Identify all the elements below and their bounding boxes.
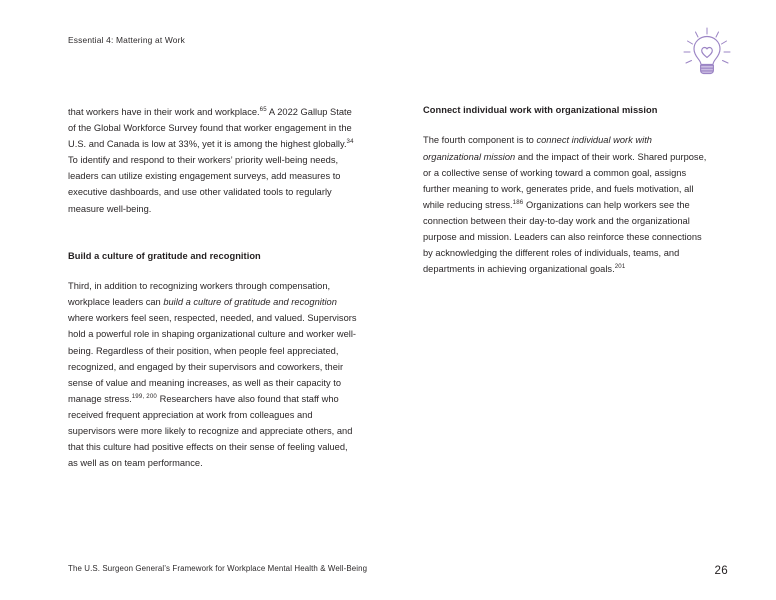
left-paragraph-2 (68, 278, 357, 471)
footnote-ref-186: 186 (512, 198, 524, 206)
footnote-ref-65: 65 (259, 105, 267, 113)
left-section-heading: Build a culture of gratitude and recognition (68, 250, 261, 261)
two-column-body (68, 104, 712, 471)
left-p1-text-part-3: To identify and respond to their workers’ priority well-being needs, leaders can utilize existing engagement surveys, add measures to executive dashboards, and use other validated tools to regularly measure well-being. (68, 155, 341, 214)
left-column (68, 104, 357, 471)
right-section-heading: Connect individual work with organizational mission (423, 105, 658, 115)
lightbulb-heart-icon (678, 24, 736, 84)
right-p1-text-part-3: Organizations can help workers see the connection between their day-to-day work and the organizational purpose and mission. Leaders can also reinforce these connections by acknowledging the different roles of individuals, teams, and departments in achieving organizational goals. (423, 199, 702, 275)
left-paragraph-1 (68, 104, 357, 217)
right-p1-text-part-1: The fourth component is to (423, 135, 537, 146)
footnote-ref-34: 34 (346, 138, 354, 145)
footer-title: The U.S. Surgeon General’s Framework for Workplace Mental Health & Well-Being (68, 564, 368, 573)
footnote-ref-201: 201 (614, 263, 626, 271)
left-p1-text-part-2: A 2022 Gallup State of the Global Workforce Survey found that worker engagement in the U.S. and Canada is low at 33%, yet it is among the highest globally. (68, 107, 352, 150)
page-number: 26 (714, 564, 728, 577)
right-paragraph-1 (423, 132, 712, 277)
right-p1-text-part-2: and the impact of their work. Shared purpose, or a collective sense of working toward a common goal, assigns further meaning to work, generates pride, and fuels motivation, all while reducing stress. (423, 151, 707, 210)
left-p1-text-part-1: that workers have in their work and workplace. (68, 107, 260, 117)
left-p2-text-part-3: Researchers have also found that staff who received frequent appreciation at work from colleagues and supervisors were more likely to recognize and appreciate others, and that this culture had positive effects on their sense of feeling valued, as well as on team performance. (68, 393, 353, 469)
right-column (423, 104, 712, 471)
left-p2-emphasis: build a culture of gratitude and recognition (163, 297, 337, 308)
left-p2-text-part-2: where workers feel seen, respected, needed, and valued. Supervisors hold a powerful role in shaping organizational culture and worker well-being. Regardless of their position, when people feel appreciated, recognized, and engaged by their supervisors and coworkers, their sense of value and meaning increases, as well as their capacity to manage stress. (68, 313, 357, 404)
running-header: Essential 4: Mattering at Work (68, 35, 185, 45)
right-p1-emphasis: connect individual work with organizational mission (423, 135, 652, 162)
left-p2-text-part-1: Third, in addition to recognizing workers through compensation, workplace leaders can (68, 281, 331, 308)
footnote-ref-199-200: 199, 200 (131, 392, 158, 400)
